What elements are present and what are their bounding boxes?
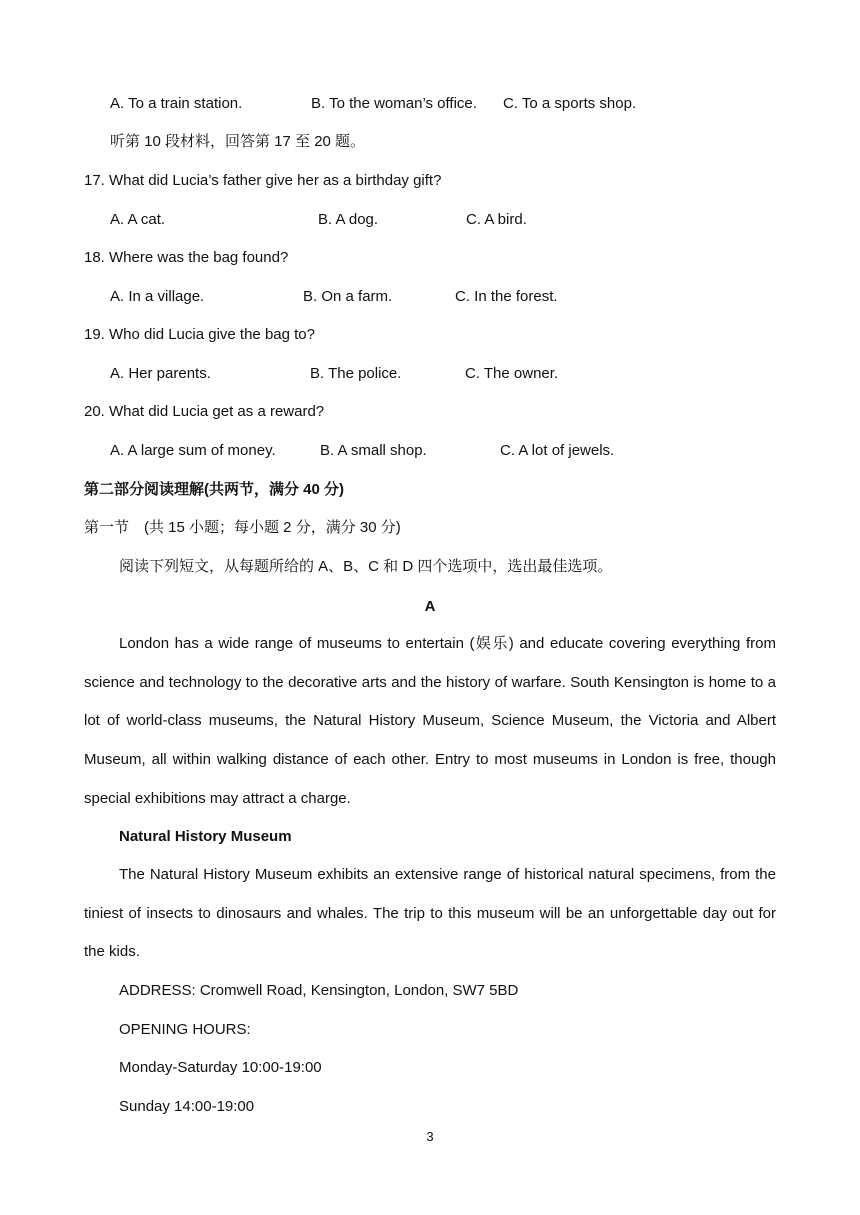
q17-option-a: A. A cat. (110, 211, 166, 228)
museum-title: Natural History Museum (119, 828, 292, 845)
question-20-stem: 20. What did Lucia get as a reward? (84, 403, 325, 420)
part2-heading: 第二部分阅读理解(共两节，满分 40 分) (84, 481, 345, 498)
hours-weekday: Monday-Saturday 10:00-19:00 (119, 1059, 322, 1076)
section10-instruction: 听第 10 段材料，回答第 17 至 20 题。 (110, 133, 366, 150)
q20-option-b: B. A small shop. (320, 442, 427, 459)
museum-description: The Natural History Museum exhibits an extensive range of historical natural specimens, from the tiniest of insects to dinosaurs and whales. The trip to this museum will be an unforgettable day out for the kids. (84, 866, 776, 961)
q19-option-b: B. The police. (310, 365, 402, 382)
q19-option-c: C. The owner. (465, 365, 559, 382)
q18-option-b: B. On a farm. (303, 288, 393, 305)
q20-option-c: C. A lot of jewels. (500, 442, 615, 459)
q16-option-b: B. To the woman’s office. (311, 95, 477, 112)
q16-option-c: C. To a sports shop. (503, 95, 637, 112)
hours-sunday: Sunday 14:00-19:00 (119, 1098, 255, 1115)
q18-option-c: C. In the forest. (455, 288, 558, 305)
q17-option-b: B. A dog. (318, 211, 379, 228)
q18-option-a: A. In a village. (110, 288, 205, 305)
page-number: 3 (426, 1129, 434, 1144)
passage-label: A (424, 598, 436, 615)
section1-heading: 第一节 (共 15 小题；每小题 2 分，满分 30 分) (84, 519, 401, 536)
museum-address: ADDRESS: Cromwell Road, Kensington, London, SW7 5BD (119, 982, 519, 999)
q16-option-a: A. To a train station. (110, 95, 243, 112)
opening-hours-label: OPENING HOURS: (119, 1021, 251, 1038)
reading-instruction: 阅读下列短文，从每题所给的 A、B、C 和 D 四个选项中，选出最佳选项。 (119, 558, 613, 575)
question-17-stem: 17. What did Lucia’s father give her as a birthday gift? (84, 172, 442, 189)
q17-option-c: C. A bird. (466, 211, 527, 228)
question-18-stem: 18. Where was the bag found? (84, 249, 289, 266)
question-19-stem: 19. Who did Lucia give the bag to? (84, 326, 315, 343)
q19-option-a: A. Her parents. (110, 365, 211, 382)
passage-intro: London has a wide range of museums to entertain (娱乐) and educate covering everything from science and technology to the decorative arts and the history of warfare. South Kensington is home to a lot of world-class museums, the Natural History Museum, Science Museum, the Victoria and Albert Museum, all within walking distance of each other. Entry to most museums in London is free, though special exhibitions may attract a charge. (84, 635, 776, 807)
q20-option-a: A. A large sum of money. (110, 442, 276, 459)
